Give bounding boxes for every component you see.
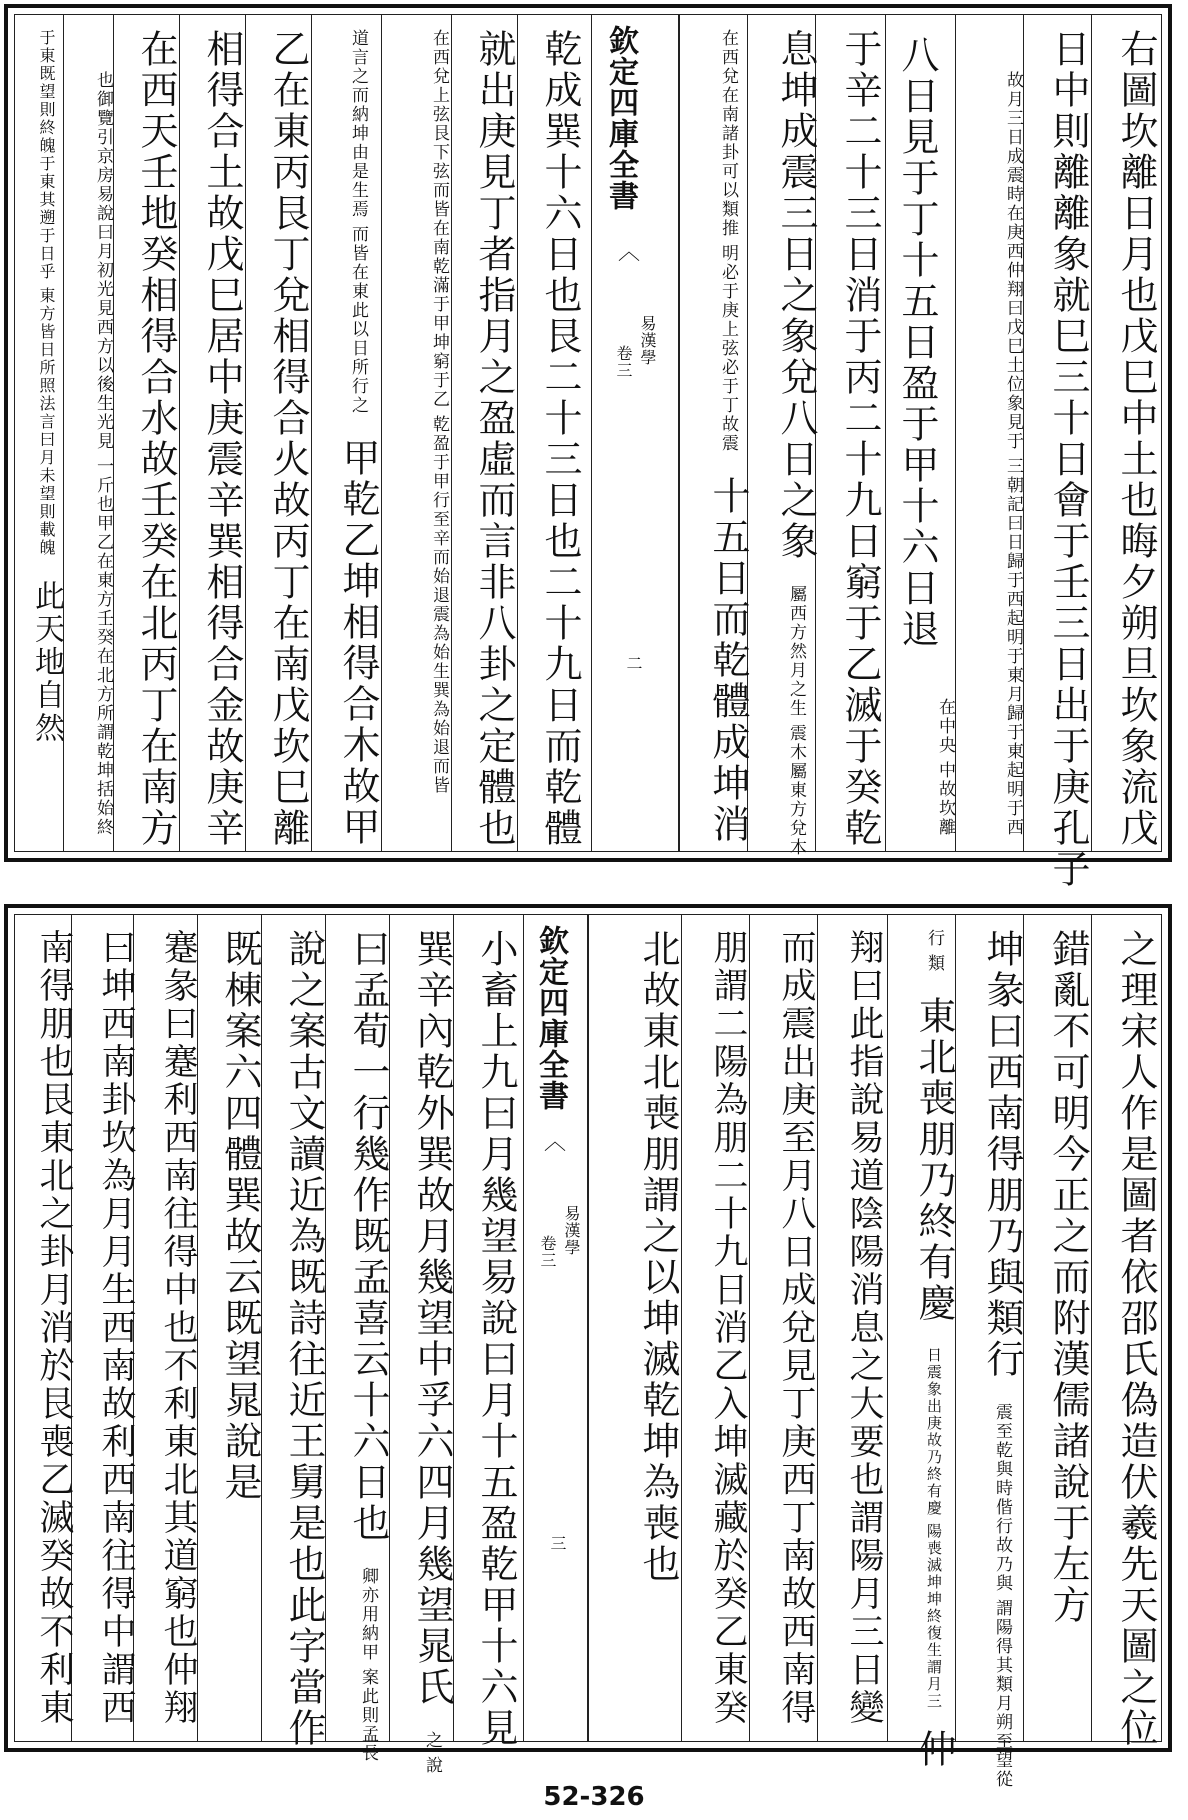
- text-column: 而成震出庚至月八日成兌見丁庚西丁南故西南得: [776, 929, 816, 1727]
- column-rule: [749, 915, 750, 1741]
- text-column: 錯亂不可明今正之而附漢儒諸說于左方: [1046, 929, 1090, 1626]
- page-number: 52-326: [543, 1782, 645, 1812]
- text-run: 十五日而乾體成坤消: [706, 476, 750, 845]
- column-rule: [679, 15, 680, 851]
- column-rule: [885, 15, 886, 851]
- text-column: 日中則離離象就巳三十日會于壬三日出于庚孔子: [1046, 29, 1090, 890]
- annotation-line: 震木屬東方兌木: [786, 724, 806, 857]
- column-rule: [381, 15, 382, 851]
- lower-page-inner-border: [14, 914, 1162, 1789]
- annotation-pair: [430, 29, 447, 795]
- text-column: 相得合土故戊巳居中庚震辛巽相得合金故庚辛: [200, 29, 244, 849]
- annotation-pair: [787, 585, 804, 857]
- annotation-line: 案此則孟長: [358, 1668, 378, 1763]
- book-title: 欽定四庫全書: [533, 925, 568, 1111]
- column-rule: [1091, 15, 1092, 851]
- annotation-pair: [926, 1347, 941, 1710]
- text-run: 東北喪朋乃終有慶: [912, 996, 956, 1324]
- annotation-line: 明必于庚上弦必于丁故震: [718, 244, 738, 453]
- mixed-column: [895, 929, 956, 1770]
- leaf-number: 三: [548, 1535, 567, 1552]
- annotation-line: 類: [924, 954, 944, 973]
- mixed-column: [395, 929, 454, 1775]
- upper-page-frame: [4, 4, 1172, 890]
- annotation-line: 在西兌上弦艮下弦而皆在南乾滿于甲坤窮于乙: [429, 29, 449, 409]
- annotation-pair: [94, 29, 111, 837]
- text-column: 乙在東丙艮丁兌相得合火故丙丁在南戊坎巳離: [266, 29, 310, 849]
- column-rule: [311, 15, 312, 851]
- section-name: 易漢學: [638, 315, 657, 366]
- book-title: 欽定四庫全書: [603, 25, 638, 211]
- mixed-column: [963, 929, 1024, 1789]
- text-column: 于辛二十三日消于丙二十九日窮于乙滅于癸乾: [838, 29, 882, 849]
- annotation-line: 日震象出庚故乃終有慶: [925, 1347, 943, 1517]
- text-column: 曰坤西南卦坎為月月生西南故利西南往得中謂西: [96, 929, 136, 1727]
- annotation-column: [963, 29, 1021, 837]
- column-rule: [451, 15, 452, 851]
- text-column: 蹇彖曰蹇利西南往得中也不利東北其道窮也仲翔: [158, 929, 198, 1727]
- annotation-line: 卿亦用納甲: [358, 1567, 378, 1662]
- volume-label: 卷三: [538, 1235, 557, 1269]
- annotation-pair: [1004, 29, 1021, 837]
- text-run: 坤彖曰西南得朋乃與類行: [980, 929, 1024, 1380]
- upper-page-inner-border: [14, 14, 1162, 890]
- mixed-column-content: [895, 29, 955, 837]
- annotation-line: 故月三日成震時在庚西仲翔曰戊巳土位象見于: [1003, 71, 1023, 451]
- center-banner-strip: [591, 15, 679, 851]
- fishtail-ornament-icon: ︿: [544, 1130, 567, 1155]
- annotation-line: 東方皆日所照法言曰月未望則載魄: [37, 287, 56, 557]
- annotation-line: 乾盈于甲行至辛而始退震為始生巽為始退而皆: [429, 415, 449, 795]
- lower-page-panel: [0, 900, 1188, 1789]
- annotation-pair: [38, 29, 54, 557]
- text-run: 息坤成震三日之象兌八日之象: [774, 29, 818, 562]
- leaf-number: 二: [624, 655, 643, 672]
- annotation-line: 行: [924, 929, 944, 948]
- column-rule: [955, 15, 956, 851]
- annotation-line: 中故坎離: [935, 761, 955, 837]
- annotation-line: 而皆在東此以日所行之: [348, 225, 368, 415]
- mixed-column: [687, 29, 750, 845]
- annotation-line: 說: [422, 1756, 442, 1775]
- column-rule: [179, 15, 180, 851]
- section-name: 易漢學: [562, 1205, 581, 1256]
- annotation-line: 于東既望則終魄于東其遡于日乎: [37, 29, 56, 281]
- annotation-line: 道言之而納坤由是生焉: [348, 29, 368, 219]
- column-rule: [817, 915, 818, 1741]
- annotation-line: 之: [422, 1731, 442, 1750]
- lower-page-frame: [4, 904, 1172, 1789]
- column-rule: [245, 15, 246, 851]
- text-run: 此天地自然: [29, 580, 64, 745]
- column-rule: [887, 915, 888, 1741]
- column-rule: [681, 915, 682, 1741]
- text-column: 朋謂二陽為朋二十九日消乙入坤滅藏於癸乙東癸: [708, 929, 748, 1727]
- annotation-pair: [359, 1567, 376, 1763]
- mixed-column: [755, 29, 818, 857]
- annotation-line: 謂陽得其類月朔至望從: [992, 1599, 1012, 1789]
- annotation-pair: [993, 1403, 1010, 1789]
- mixed-column: [387, 29, 449, 837]
- column-rule: [1023, 15, 1024, 851]
- fishtail-ornament-icon: ︿: [618, 240, 641, 265]
- mixed-column: [331, 929, 390, 1763]
- text-column: 翔曰此指說易道陰陽消息之大要也謂陽月三日變: [844, 929, 884, 1727]
- text-column: 在西天壬地癸相得合水故壬癸在北丙丁在南方: [134, 29, 178, 849]
- text-column: 右圖坎離日月也戊巳中土也晦夕朔旦坎象流戊: [1114, 29, 1158, 849]
- column-rule: [113, 15, 114, 851]
- annotation-pair: [423, 1731, 440, 1775]
- text-column: 北故東北喪朋謂之以坤滅乾坤為喪也: [636, 929, 680, 1585]
- text-run: 甲乾乙坤相得合木故甲: [336, 438, 380, 848]
- annotation-line: 在西兌在南諸卦可以類推: [718, 29, 738, 238]
- annotation-line: 也御覽引京房易說曰月初光見西方以後生光見: [93, 71, 113, 451]
- text-run: 八日見于丁十五日盈于甲十六日退: [895, 35, 939, 650]
- text-column: 南得朋也艮東北之卦月消於艮喪乙滅癸故不利東: [34, 929, 74, 1727]
- annotation-line: 一斤也甲乙在東方壬癸在北方所謂乾坤括始終: [93, 457, 113, 837]
- annotation-line: 陽喪滅坤坤終復生謂月三: [925, 1523, 943, 1710]
- mixed-column: [315, 29, 380, 848]
- annotation-line: 震至乾與時偕行故乃與: [992, 1403, 1012, 1593]
- text-column: 之理宋人作是圖者依邵氏偽造伏羲先天圖之位: [1114, 929, 1158, 1749]
- text-run: 仲: [912, 1729, 956, 1770]
- upper-page-panel: [0, 0, 1188, 890]
- text-run: 曰孟荀一行幾作既孟喜云十六日也: [346, 929, 390, 1544]
- mixed-column: [893, 29, 953, 837]
- column-rule: [1091, 915, 1092, 1741]
- annotation-line: 三朝記曰日歸于西起明于東月歸于東起明于西: [1003, 457, 1023, 837]
- annotation-pair: [925, 929, 942, 973]
- text-column: 就出庚見丁者指月之盈虛而言非八卦之定體也: [472, 29, 516, 849]
- column-rule: [517, 15, 518, 851]
- text-column: 乾成巽十六日也艮二十三日也二十九日而乾體: [538, 29, 582, 849]
- annotation-pair: [719, 29, 736, 453]
- mixed-column: [17, 29, 64, 837]
- annotation-pair: [349, 29, 366, 415]
- annotation-line: 屬西方然月之生: [786, 585, 806, 718]
- text-run: 巽辛內乾外巽故月幾望中孚六四月幾望晁氏: [410, 929, 454, 1708]
- annotation-line: 在中央: [935, 698, 955, 755]
- center-divider: [587, 915, 618, 1741]
- text-column: 既棟案六四體巽故云既望晁說是: [218, 929, 262, 1503]
- text-column: 小畜上九曰月幾望易說曰月十五盈乾甲十六見: [474, 929, 518, 1749]
- center-banner-strip: [523, 915, 589, 1741]
- annotation-column: [65, 29, 111, 837]
- text-column: 說之案古文讀近為既詩往近王舅是也此字當作: [282, 929, 326, 1749]
- volume-label: 卷三: [614, 345, 633, 379]
